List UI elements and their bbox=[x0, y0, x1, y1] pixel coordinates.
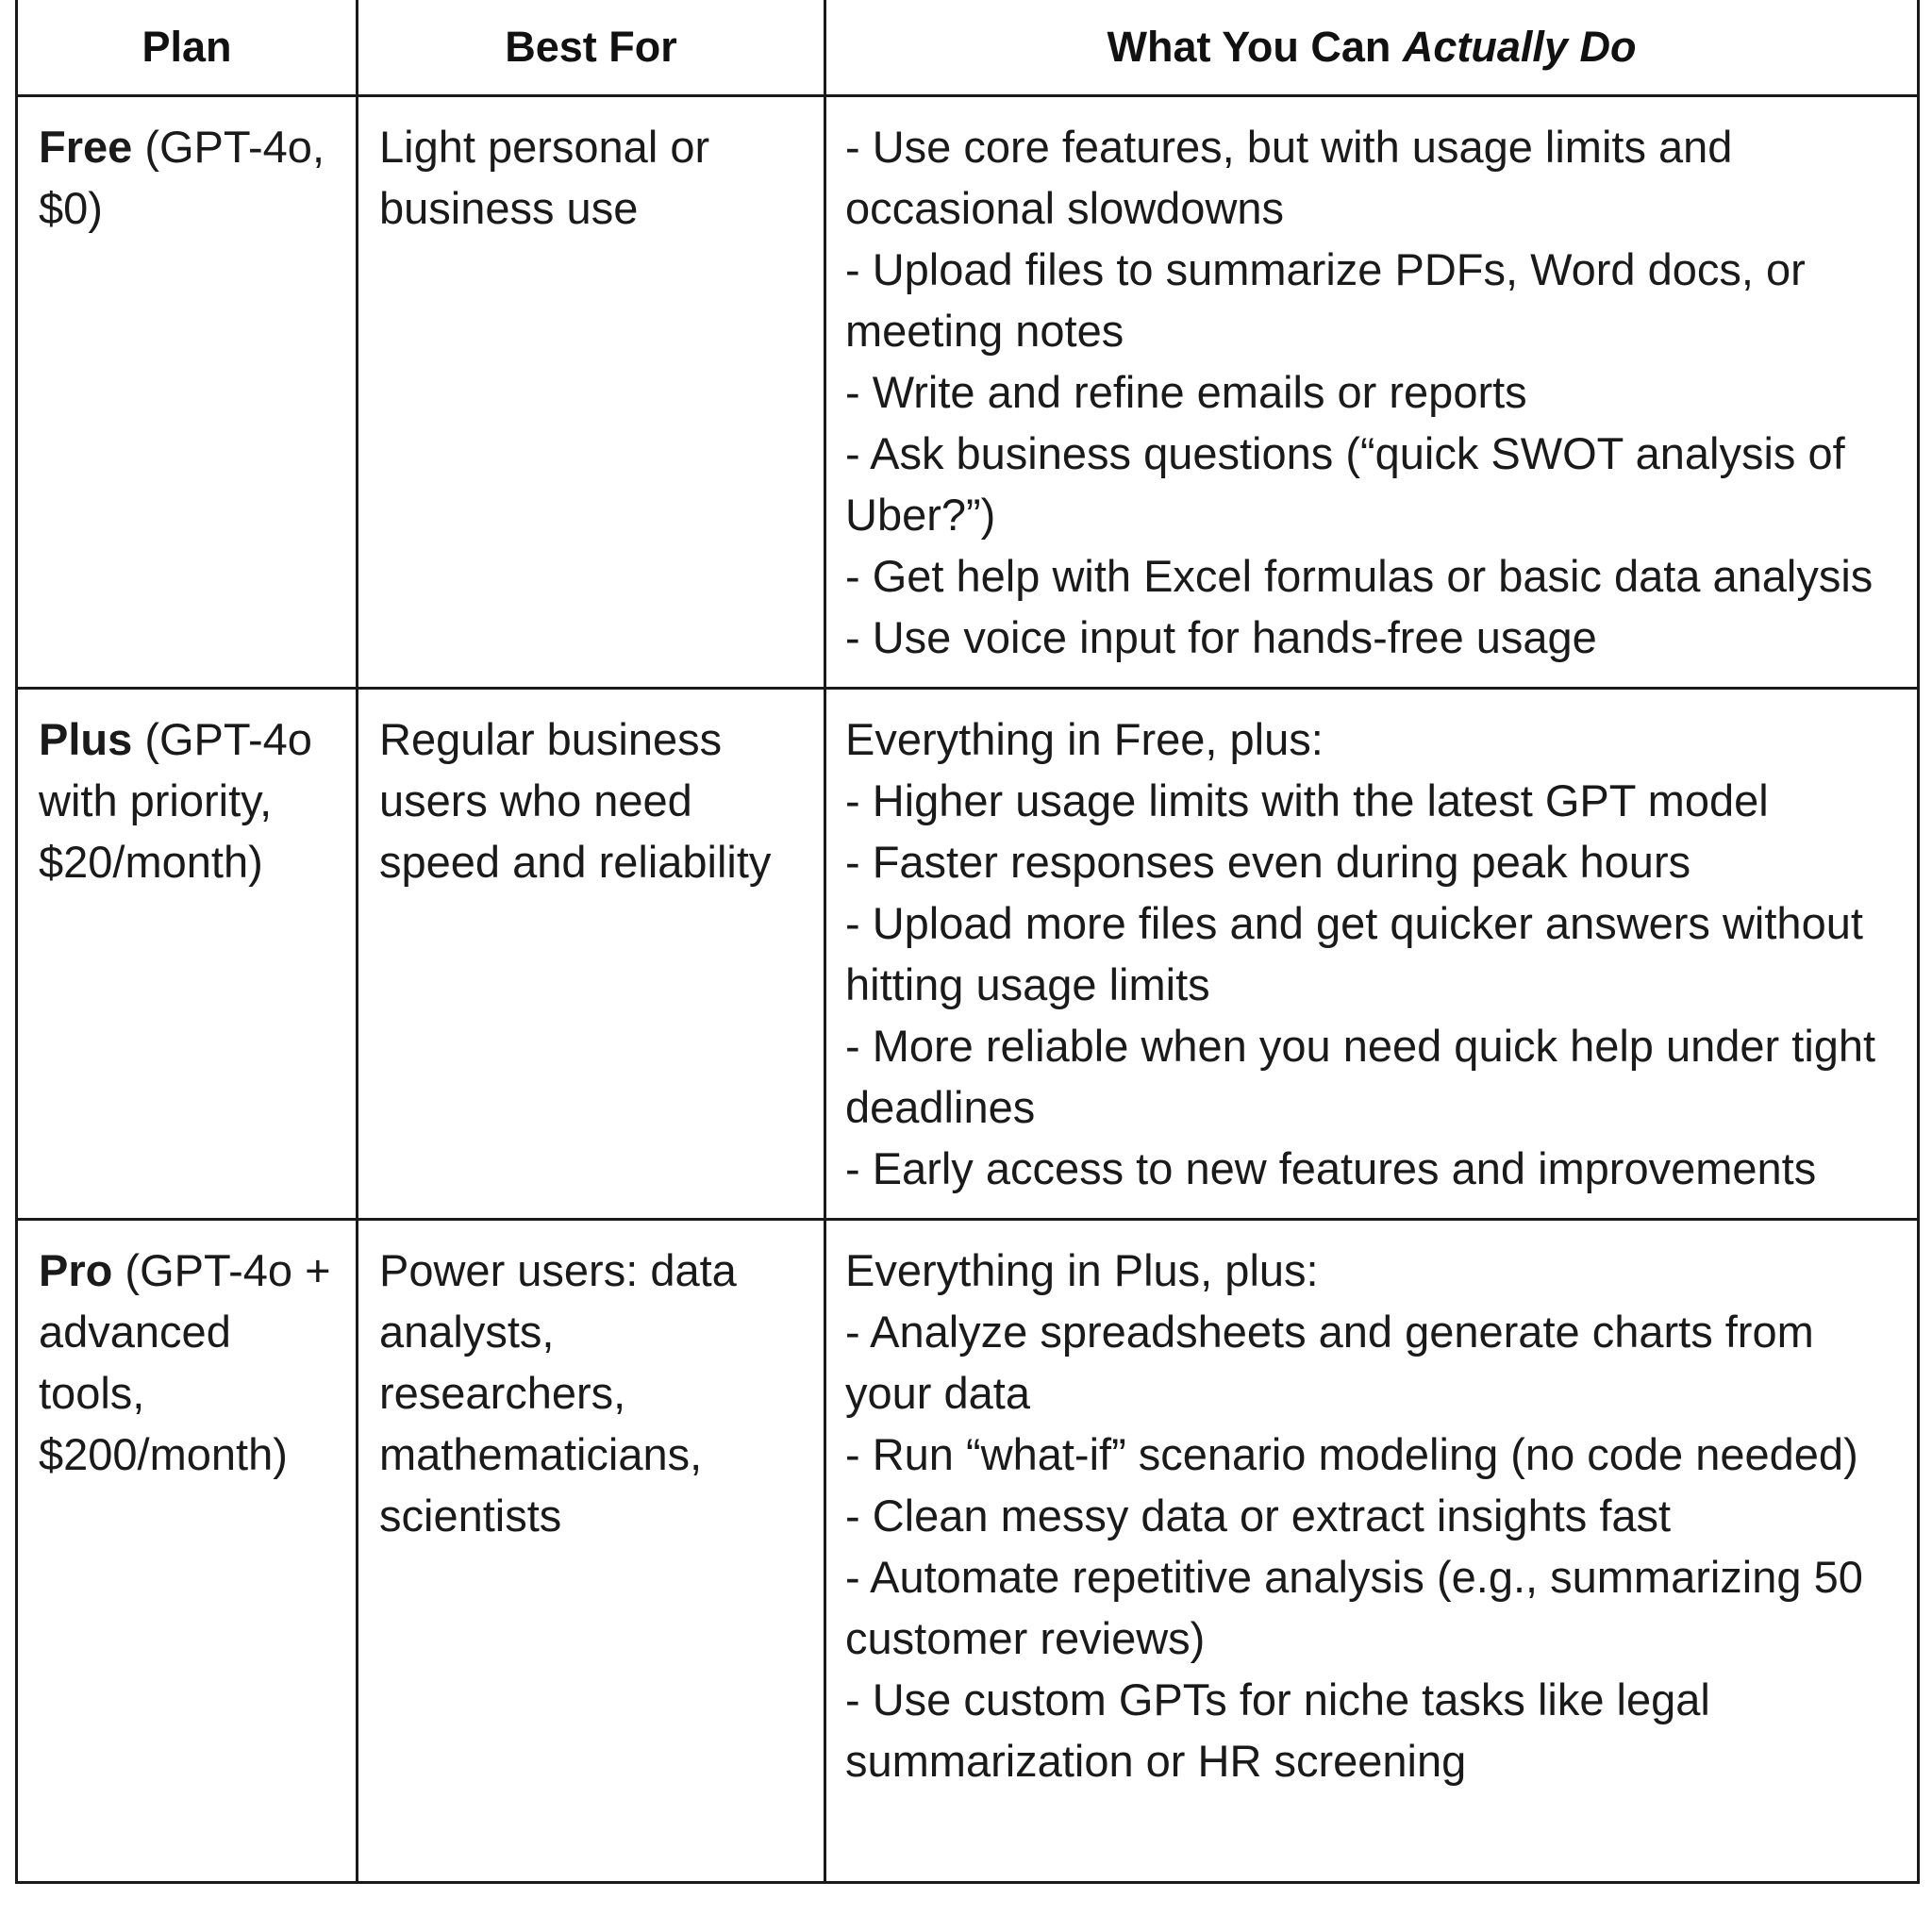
header-what-you-can-do bbox=[825, 0, 1919, 96]
plan-row-pro bbox=[17, 1220, 1919, 1883]
feature-item: - More reliable when you need quick help under tight deadlines bbox=[845, 1021, 1876, 1132]
best-for-cell bbox=[358, 1220, 825, 1883]
best-for-text: Regular business users who need speed and reliability bbox=[379, 714, 772, 887]
features-intro: Everything in Plus, plus: bbox=[845, 1245, 1319, 1295]
plan-cell bbox=[17, 96, 358, 689]
plan-name: Pro bbox=[39, 1245, 113, 1295]
feature-item: - Clean messy data or extract insights fast bbox=[845, 1491, 1672, 1541]
features-cell bbox=[825, 689, 1919, 1220]
plan-comparison-table bbox=[15, 0, 1920, 1884]
header-what-emphasis: Actually Do bbox=[1402, 23, 1637, 71]
feature-item: - Write and refine emails or reports bbox=[845, 367, 1527, 417]
best-for-cell bbox=[358, 96, 825, 689]
plan-cell bbox=[17, 689, 358, 1220]
feature-item: - Faster responses even during peak hours bbox=[845, 837, 1691, 887]
features-intro: Everything in Free, plus: bbox=[845, 714, 1324, 764]
feature-item: - Use core features, but with usage limits and occasional slowdowns bbox=[845, 122, 1733, 233]
plan-detail: (GPT-4o, $0) bbox=[39, 122, 325, 233]
plan-name: Plus bbox=[39, 714, 133, 764]
header-what-prefix: What You Can bbox=[1107, 23, 1403, 71]
plan-row-plus bbox=[17, 689, 1919, 1220]
feature-item: - Use voice input for hands-free usage bbox=[845, 612, 1597, 662]
features-cell bbox=[825, 1220, 1919, 1883]
feature-item: - Early access to new features and improvements bbox=[845, 1143, 1817, 1193]
features-cell bbox=[825, 96, 1919, 689]
best-for-text: Power users: data analysts, researchers, mathematicians, scientists bbox=[379, 1245, 737, 1541]
feature-item: - Upload more files and get quicker answers without hitting usage limits bbox=[845, 898, 1863, 1009]
plan-row-free bbox=[17, 96, 1919, 689]
feature-item: - Get help with Excel formulas or basic data analysis bbox=[845, 551, 1874, 601]
header-best-for: Best For bbox=[358, 0, 825, 96]
plan-detail: (GPT-4o with priority, $20/month) bbox=[39, 714, 312, 887]
header-row bbox=[17, 0, 1919, 96]
feature-item: - Ask business questions (“quick SWOT analysis of Uber?”) bbox=[845, 428, 1845, 540]
best-for-text: Light personal or business use bbox=[379, 122, 710, 233]
header-plan: Plan bbox=[17, 0, 358, 96]
feature-item: - Analyze spreadsheets and generate charts from your data bbox=[845, 1307, 1814, 1418]
plan-cell bbox=[17, 1220, 358, 1883]
feature-item: - Run “what-if” scenario modeling (no code needed) bbox=[845, 1429, 1858, 1479]
feature-item: - Automate repetitive analysis (e.g., summarizing 50 customer reviews) bbox=[845, 1552, 1863, 1663]
plan-detail: (GPT-4o + advanced tools, $200/month) bbox=[39, 1245, 331, 1479]
plan-name: Free bbox=[39, 122, 133, 172]
feature-item: - Use custom GPTs for niche tasks like legal summarization or HR screening bbox=[845, 1674, 1710, 1786]
best-for-cell bbox=[358, 689, 825, 1220]
feature-item: - Higher usage limits with the latest GPT model bbox=[845, 775, 1769, 825]
feature-item: - Upload files to summarize PDFs, Word docs, or meeting notes bbox=[845, 244, 1806, 356]
